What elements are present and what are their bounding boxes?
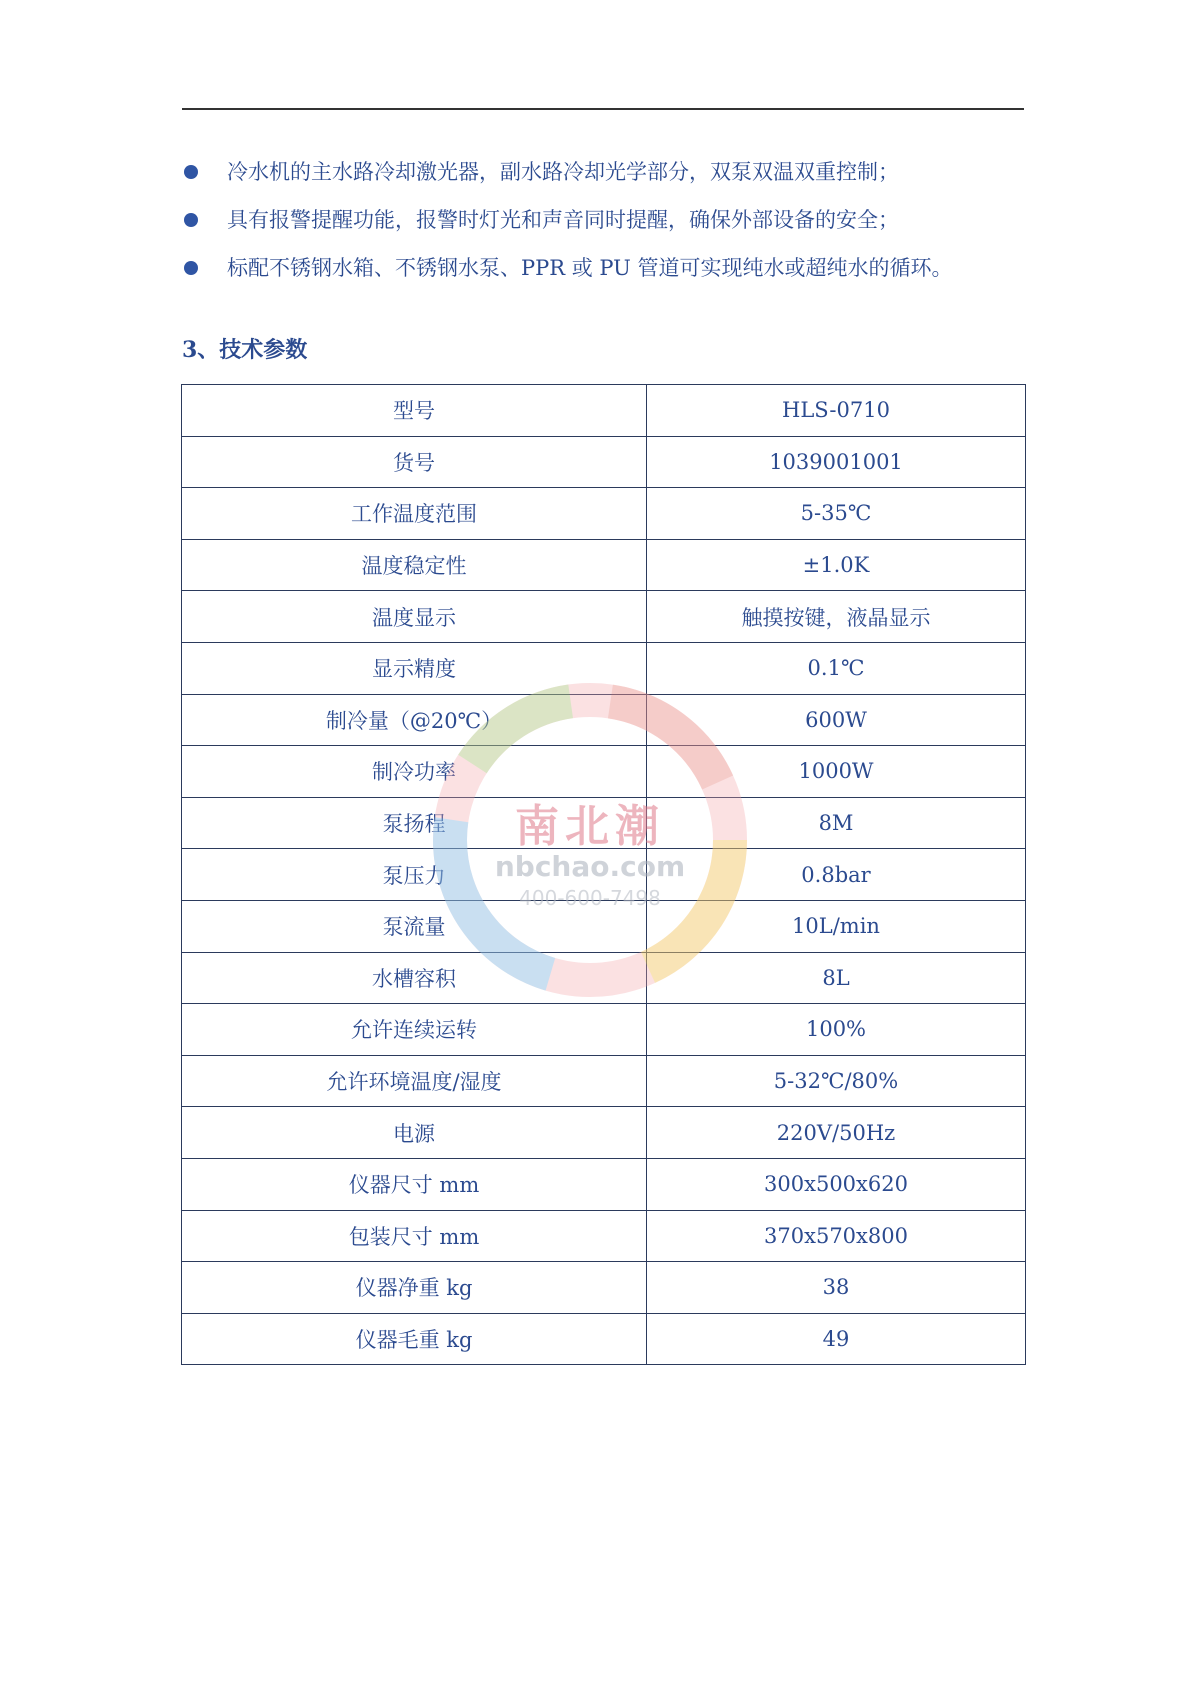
param-name: 温度稳定性	[182, 539, 647, 591]
section-heading: 3、技术参数	[182, 337, 308, 363]
param-name: 电源	[182, 1107, 647, 1159]
table-row	[182, 1107, 1026, 1159]
bullet-dot-icon	[184, 213, 198, 227]
table-row	[182, 1004, 1026, 1056]
param-value: 220V/50Hz	[647, 1107, 1026, 1159]
param-value: 1000W	[647, 746, 1026, 798]
table-row	[182, 746, 1026, 798]
table-row	[182, 1158, 1026, 1210]
feature-item	[182, 196, 1042, 244]
header-rule	[182, 108, 1024, 110]
table-row	[182, 1210, 1026, 1262]
table-row	[182, 591, 1026, 643]
param-name: 制冷量（@20℃）	[182, 694, 647, 746]
param-name: 温度显示	[182, 591, 647, 643]
param-name: 泵压力	[182, 849, 647, 901]
param-value: 49	[647, 1313, 1026, 1365]
param-value: HLS-0710	[647, 385, 1026, 437]
table-row	[182, 539, 1026, 591]
table-row	[182, 900, 1026, 952]
feature-text: 标配不锈钢水箱、不锈钢水泵、PPR 或 PU 管道可实现纯水或超纯水的循环。	[227, 256, 953, 280]
param-value: 600W	[647, 694, 1026, 746]
param-value: 1039001001	[647, 436, 1026, 488]
table-row	[182, 1313, 1026, 1365]
param-name: 型号	[182, 385, 647, 437]
parameters-table	[181, 384, 1026, 1365]
param-value: 10L/min	[647, 900, 1026, 952]
watermark-title: 南北潮	[515, 801, 665, 852]
feature-text: 冷水机的主水路冷却激光器，副水路冷却光学部分，双泵双温双重控制；	[227, 160, 899, 184]
param-value: 5-32℃/80%	[647, 1055, 1026, 1107]
table-row	[182, 1055, 1026, 1107]
param-name: 仪器毛重 kg	[182, 1313, 647, 1365]
parameters-table-body	[182, 385, 1026, 1365]
param-name: 仪器净重 kg	[182, 1262, 647, 1314]
param-name: 包装尺寸 mm	[182, 1210, 647, 1262]
param-name: 水槽容积	[182, 952, 647, 1004]
table-row	[182, 952, 1026, 1004]
param-value: 370x570x800	[647, 1210, 1026, 1262]
param-name: 仪器尺寸 mm	[182, 1158, 647, 1210]
param-value: 0.8bar	[647, 849, 1026, 901]
param-name: 制冷功率	[182, 746, 647, 798]
feature-item	[182, 244, 1042, 292]
param-name: 泵扬程	[182, 797, 647, 849]
param-name: 允许环境温度/湿度	[182, 1055, 647, 1107]
table-row	[182, 1262, 1026, 1314]
param-name: 工作温度范围	[182, 488, 647, 540]
feature-item	[182, 148, 1042, 196]
table-row	[182, 642, 1026, 694]
param-name: 显示精度	[182, 642, 647, 694]
param-value: 触摸按键，液晶显示	[647, 591, 1026, 643]
bullet-dot-icon	[184, 261, 198, 275]
table-row	[182, 488, 1026, 540]
table-row	[182, 849, 1026, 901]
watermark-site: nbchao.com	[494, 850, 686, 883]
bullet-dot-icon	[184, 165, 198, 179]
feature-text: 具有报警提醒功能，报警时灯光和声音同时提醒，确保外部设备的安全；	[227, 208, 899, 232]
param-name: 泵流量	[182, 900, 647, 952]
param-value: 0.1℃	[647, 642, 1026, 694]
param-value: 100%	[647, 1004, 1026, 1056]
table-row	[182, 385, 1026, 437]
table-row	[182, 694, 1026, 746]
watermark-phone: 400-600-7498	[519, 886, 661, 910]
param-value: 5-35℃	[647, 488, 1026, 540]
feature-list	[182, 148, 1042, 292]
table-row	[182, 797, 1026, 849]
param-name: 货号	[182, 436, 647, 488]
table-row	[182, 436, 1026, 488]
param-name: 允许连续运转	[182, 1004, 647, 1056]
param-value: ±1.0K	[647, 539, 1026, 591]
param-value: 8M	[647, 797, 1026, 849]
param-value: 38	[647, 1262, 1026, 1314]
param-value: 8L	[647, 952, 1026, 1004]
param-value: 300x500x620	[647, 1158, 1026, 1210]
